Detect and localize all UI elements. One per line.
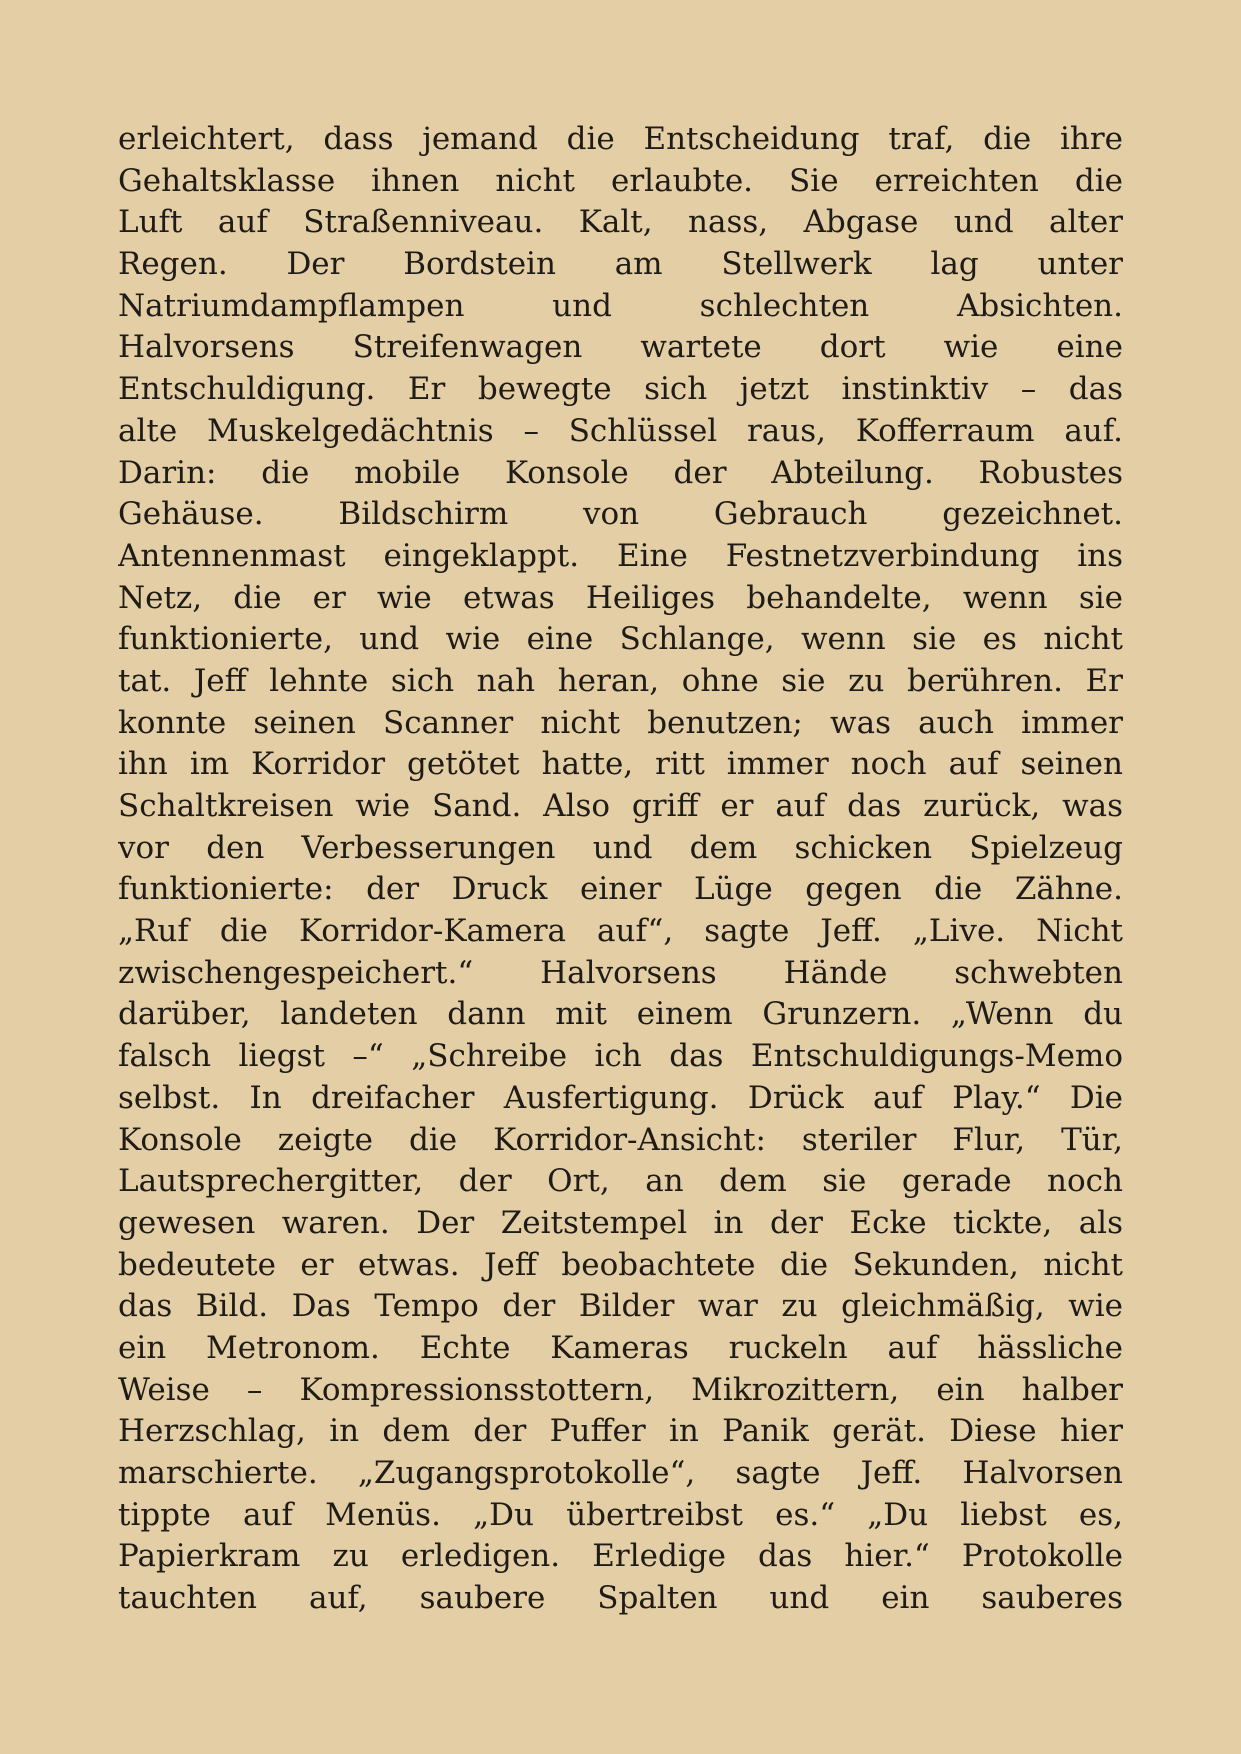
text-line: Darin: die mobile Konsole der Abteilung. Robustes bbox=[118, 454, 1123, 491]
text-line: funktionierte, und wie eine Schlange, wenn sie es nicht bbox=[118, 621, 1123, 658]
text-line: Antennenmast eingeklappt. Eine Festnetzverbindung ins bbox=[118, 537, 1123, 574]
text-line: „Ruf die Korridor-Kamera auf“, sagte Jeff. „Live. Nicht bbox=[118, 913, 1123, 950]
text-line: Gehäuse. Bildschirm von Gebrauch gezeichnet. bbox=[118, 496, 1123, 533]
text-line: Schaltkreisen wie Sand. Also griff er auf das zurück, was bbox=[118, 788, 1123, 824]
text-line: bedeutete er etwas. Jeff beobachtete die Sekunden, nicht bbox=[118, 1246, 1123, 1283]
text-line: Netz, die er wie etwas Heiliges behandelte, wenn sie bbox=[118, 579, 1123, 616]
text-line: darüber, landeten dann mit einem Grunzern. „Wenn du bbox=[118, 996, 1123, 1033]
text-line: tauchten auf, saubere Spalten und ein sauberes bbox=[118, 1580, 1123, 1617]
text-line: funktionierte: der Druck einer Lüge gegen die Zähne. bbox=[118, 871, 1123, 908]
text-line: erleichtert, dass jemand die Entscheidung traf, die ihre bbox=[118, 121, 1123, 157]
text-line: vor den Verbesserungen und dem schicken Spielzeug bbox=[118, 829, 1123, 866]
text-line: konnte seinen Scanner nicht benutzen; was auch immer bbox=[118, 704, 1123, 741]
text-line: das Bild. Das Tempo der Bilder war zu gleichmäßig, wie bbox=[118, 1288, 1123, 1325]
text-line: Regen. Der Bordstein am Stellwerk lag unter bbox=[118, 246, 1123, 283]
text-line: ihn im Korridor getötet hatte, ritt immer noch auf seinen bbox=[118, 746, 1123, 783]
text-line: Luft auf Straßenniveau. Kalt, nass, Abgase und alter bbox=[118, 204, 1123, 241]
text-line: gewesen waren. Der Zeitstempel in der Ecke tickte, als bbox=[118, 1204, 1123, 1241]
text-line: Halvorsens Streifenwagen wartete dort wie eine bbox=[118, 329, 1123, 366]
text-line: Konsole zeigte die Korridor-Ansicht: steriler Flur, Tür, bbox=[118, 1121, 1123, 1158]
text-line: ein Metronom. Echte Kameras ruckeln auf hässliche bbox=[118, 1329, 1123, 1366]
text-line: falsch liegst –“ „Schreibe ich das Entschuldigungs-Memo bbox=[118, 1038, 1123, 1075]
page-text bbox=[118, 119, 1123, 1620]
text-line: Papierkram zu erledigen. Erledige das hier.“ Protokolle bbox=[118, 1538, 1123, 1575]
text-line: Weise – Kompressionsstottern, Mikrozittern, ein halber bbox=[118, 1371, 1123, 1408]
text-line: marschierte. „Zugangsprotokolle“, sagte Jeff. Halvorsen bbox=[118, 1455, 1123, 1491]
text-line: Herzschlag, in dem der Puffer in Panik gerät. Diese hier bbox=[118, 1413, 1123, 1450]
text-line: zwischengespeichert.“ Halvorsens Hände schwebten bbox=[118, 954, 1123, 991]
text-line: Natriumdampflampen und schlechten Absichten. bbox=[118, 287, 1123, 324]
text-line: alte Muskelgedächtnis – Schlüssel raus, Kofferraum auf. bbox=[118, 412, 1123, 449]
text-line: tippte auf Menüs. „Du übertreibst es.“ „Du liebst es, bbox=[118, 1496, 1123, 1533]
text-line: Entschuldigung. Er bewegte sich jetzt instinktiv – das bbox=[118, 371, 1123, 408]
text-line: selbst. In dreifacher Ausfertigung. Drück auf Play.“ Die bbox=[118, 1079, 1123, 1116]
text-line: Lautsprechergitter, der Ort, an dem sie gerade noch bbox=[118, 1163, 1123, 1200]
text-line: Gehaltsklasse ihnen nicht erlaubte. Sie erreichten die bbox=[118, 162, 1123, 199]
text-line: tat. Jeff lehnte sich nah heran, ohne sie zu berühren. Er bbox=[118, 662, 1123, 699]
